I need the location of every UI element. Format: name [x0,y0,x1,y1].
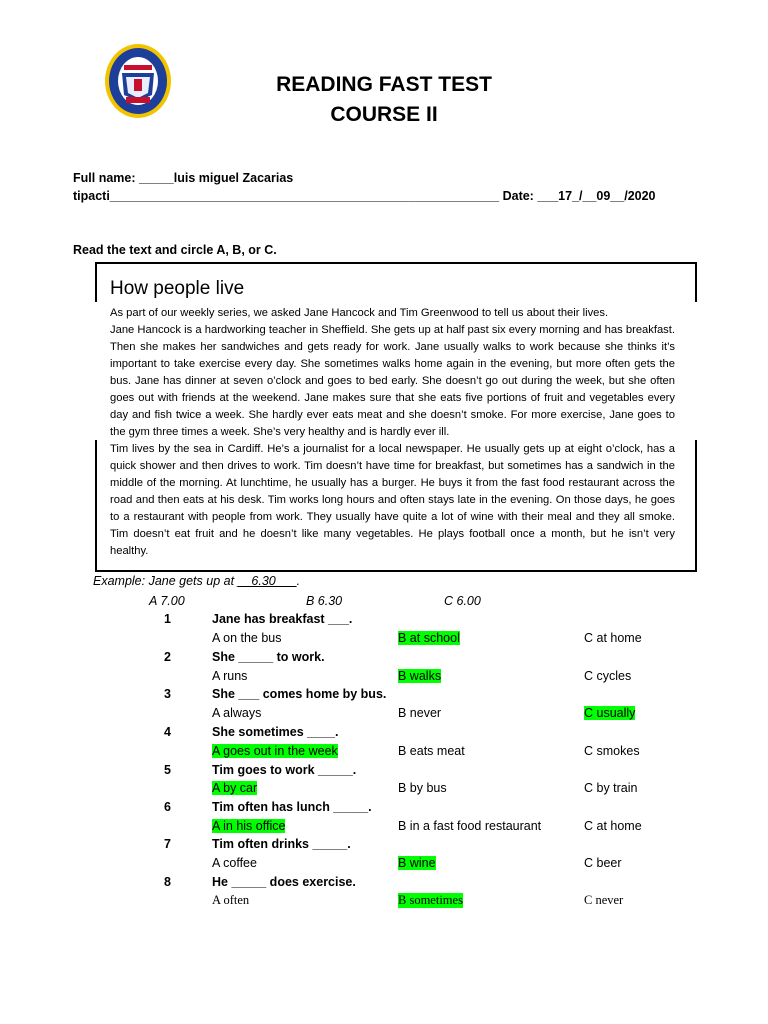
option-b-selected[interactable]: B walks [398,669,442,683]
question-text: Jane has breakfast ___. [212,612,353,626]
example-option-b: B 6.30 [306,594,343,608]
question-number: 8 [164,875,171,889]
story-title: How people live [110,278,245,299]
option-b[interactable]: B never [398,706,442,720]
question-number: 7 [164,837,171,851]
option-a[interactable]: A on the bus [212,631,282,645]
example-suffix: . [296,574,301,588]
question-text: He _____ does exercise. [212,875,356,889]
option-c[interactable]: C by train [584,781,638,795]
option-b[interactable]: B in a fast food restaurant [398,819,542,833]
option-c[interactable]: C beer [584,856,622,870]
full-name-line: Full name: _____luis miguel Zacarias [73,171,294,185]
question-number: 1 [164,612,171,626]
option-c[interactable]: C at home [584,819,642,833]
option-c[interactable]: C at home [584,631,642,645]
question-number: 4 [164,725,171,739]
question-text: Tim often has lunch _____. [212,800,372,814]
option-b-selected[interactable]: B sometimes [398,893,463,907]
question-number: 6 [164,800,171,814]
option-a-selected[interactable]: A goes out in the week [212,744,338,758]
option-a-selected[interactable]: A in his office [212,819,286,833]
instructions: Read the text and circle A, B, or C. [73,243,277,257]
example-option-a: A 7.00 [149,594,185,608]
option-c-selected[interactable]: C usually [584,706,636,720]
question-text: She _____ to work. [212,650,325,664]
example-option-c: C 6.00 [444,594,481,608]
option-b-selected[interactable]: B at school [398,631,460,645]
question-text: Tim often drinks _____. [212,837,351,851]
example-prefix: Example: Jane gets up at [93,574,238,588]
option-b[interactable]: B eats meat [398,744,465,758]
example-question [93,574,300,588]
story-paragraph: Jane Hancock is a hardworking teacher in Sheffield. She gets up at half past six every morning and has breakfast. Then she makes her sandwiches and gets ready for work. Jane usually walks to work because she thinks it’s important to take exercise every day. She sometimes walks home again in the evening, but more often gets the bus. Jane has dinner at seven o’clock and goes to bed early. She doesn’t go out during the week, but she often goes out with friends at the weekend. Jane makes sure that she eats five portions of fruit and vegetables every day and fish twice a week. She hardly ever eats meat and she doesn’t smoke. For more exercise, Jane goes to the gym three times a week. She’s very healthy and is hardly ever ill. [110,324,675,438]
option-a[interactable]: A coffee [212,856,257,870]
option-a-selected[interactable]: A by car [212,781,258,795]
option-a[interactable]: A always [212,706,262,720]
option-a[interactable]: A often [212,893,250,907]
page-title: READING FAST TEST [276,73,492,96]
question-number: 2 [164,650,171,664]
option-c[interactable]: C never [584,893,624,907]
page-subtitle: COURSE II [330,103,438,126]
option-b[interactable]: B by bus [398,781,447,795]
question-text: Tim goes to work _____. [212,763,357,777]
story-paragraph: Tim lives by the sea in Cardiff. He’s a journalist for a local newspaper. He usually gets up at eight o’clock, has a quick shower and then drives to work. Tim doesn’t have time for breakfast, but sometimes has a sandwich in the middle of the morning. At lunchtime, he usually has a burger. He buys it from the fast food restaurant across the road and then eats at his desk. Tim works long hours and often stays late in the evening. On those days, he goes to a restaurant with people from work. They usually have quite a lot of wine with their meal and they all smoke. Tim doesn’t eat fruit and he doesn’t like many vegetables. He plays football once a month, but he isn’t very healthy. [110,443,675,557]
question-text: She ___ comes home by bus. [212,687,387,701]
story-paragraph: As part of our weekly series, we asked Jane Hancock and Tim Greenwood to tell us about their lives. [110,307,609,319]
option-a[interactable]: A runs [212,669,248,683]
option-c[interactable]: C cycles [584,669,632,683]
question-number: 5 [164,763,171,777]
question-number: 3 [164,687,171,701]
example-answer: __6.30___ [237,574,297,588]
option-c[interactable]: C smokes [584,744,640,758]
option-b-selected[interactable]: B wine [398,856,436,870]
question-text: She sometimes ____. [212,725,339,739]
name-date-line: tipacti________________________________________________________ Date: ___17_/__09__/2020 [73,189,656,203]
